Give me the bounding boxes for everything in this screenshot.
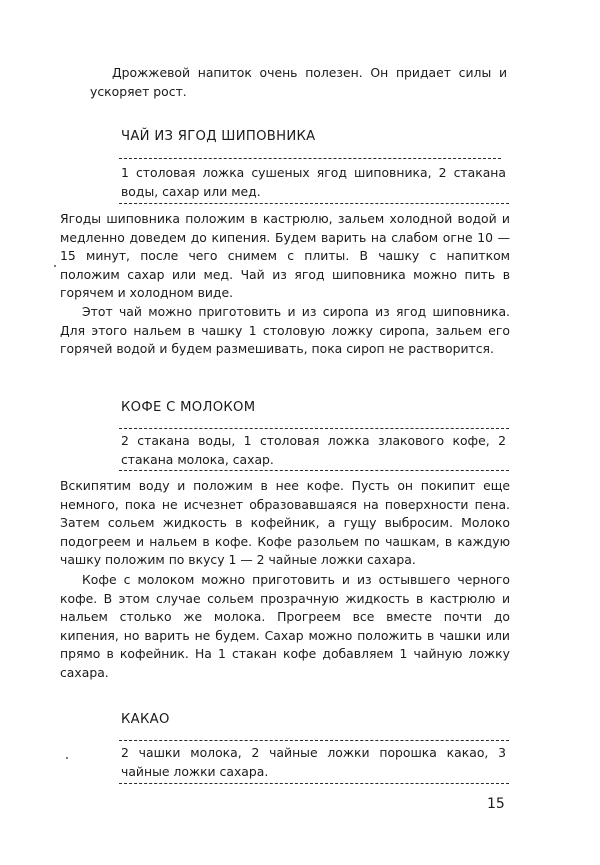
rule-bottom [119,783,509,784]
page-number: 15 [487,796,505,812]
print-speck [54,265,56,267]
rule-top [119,740,509,741]
print-speck [66,757,68,759]
rule-top [119,428,509,429]
paragraph: Ягоды шиповника положим в кастрюлю, зальем холодной водой и медленно доведем до кипения. Будем варить на слабом огне 10 — 15 минут, после чего снимем с плиты. В чашку с напитком положим сахар или мед. Чай из ягод шиповника можно пить в горячем и холодном виде. [60,211,510,301]
rule-bottom [119,470,509,471]
rule-bottom [119,203,509,204]
ingredients-rosehip-tea: 1 столовая ложка сушеных ягод шиповника, 2 стакана воды, сахар или мед. [121,165,506,199]
ingredients-cocoa: 2 чашки молока, 2 чайные ложки порошка какао, 3 чайные ложки сахара. [121,745,506,779]
rule-top [119,158,501,159]
intro-paragraph: Дрожжевой напиток очень полезен. Он придает силы и ускоряет рост. [90,65,507,99]
paragraph: Вскипятим воду и положим в нее кофе. Пусть он покипит еще немного, пока не исчезнет образовавшаяся на поверхности пена. Затем сольем жидкость в кофейник, а гущу выбросим. Молоко подогреем и нальем в кофе. Кофе разольем по чашкам, в каждую чашку положим по вкусу 1 — 2 чайные ложки сахара. [60,478,510,568]
section-title-rosehip-tea: ЧАЙ ИЗ ЯГОД ШИПОВНИКА [121,129,316,144]
paragraph: Этот чай можно приготовить и из сиропа из ягод шиповника. Для этого нальем в чашку 1 столовую ложку сиропа, зальем его горячей водой и будем размешивать, пока сироп не растворится. [60,304,510,357]
paragraph: Кофе с молоком можно приготовить и из остывшего черного кофе. В этом случае сольем прозрачную жидкость в кастрюлю и нальем столько же молока. Прогреем все вместе почти до кипения, но варить не будем. Сахар можно положить в чашки или прямо в кофейник. На 1 стакан кофе добавляем 1 чайную ложку сахара. [60,572,510,680]
section-title-coffee-with-milk: КОФЕ С МОЛОКОМ [121,400,256,415]
section-title-cocoa: КАКАО [121,712,170,727]
ingredients-coffee-with-milk: 2 стакана воды, 1 столовая ложка злакового кофе, 2 стакана молока, сахар. [121,433,506,467]
